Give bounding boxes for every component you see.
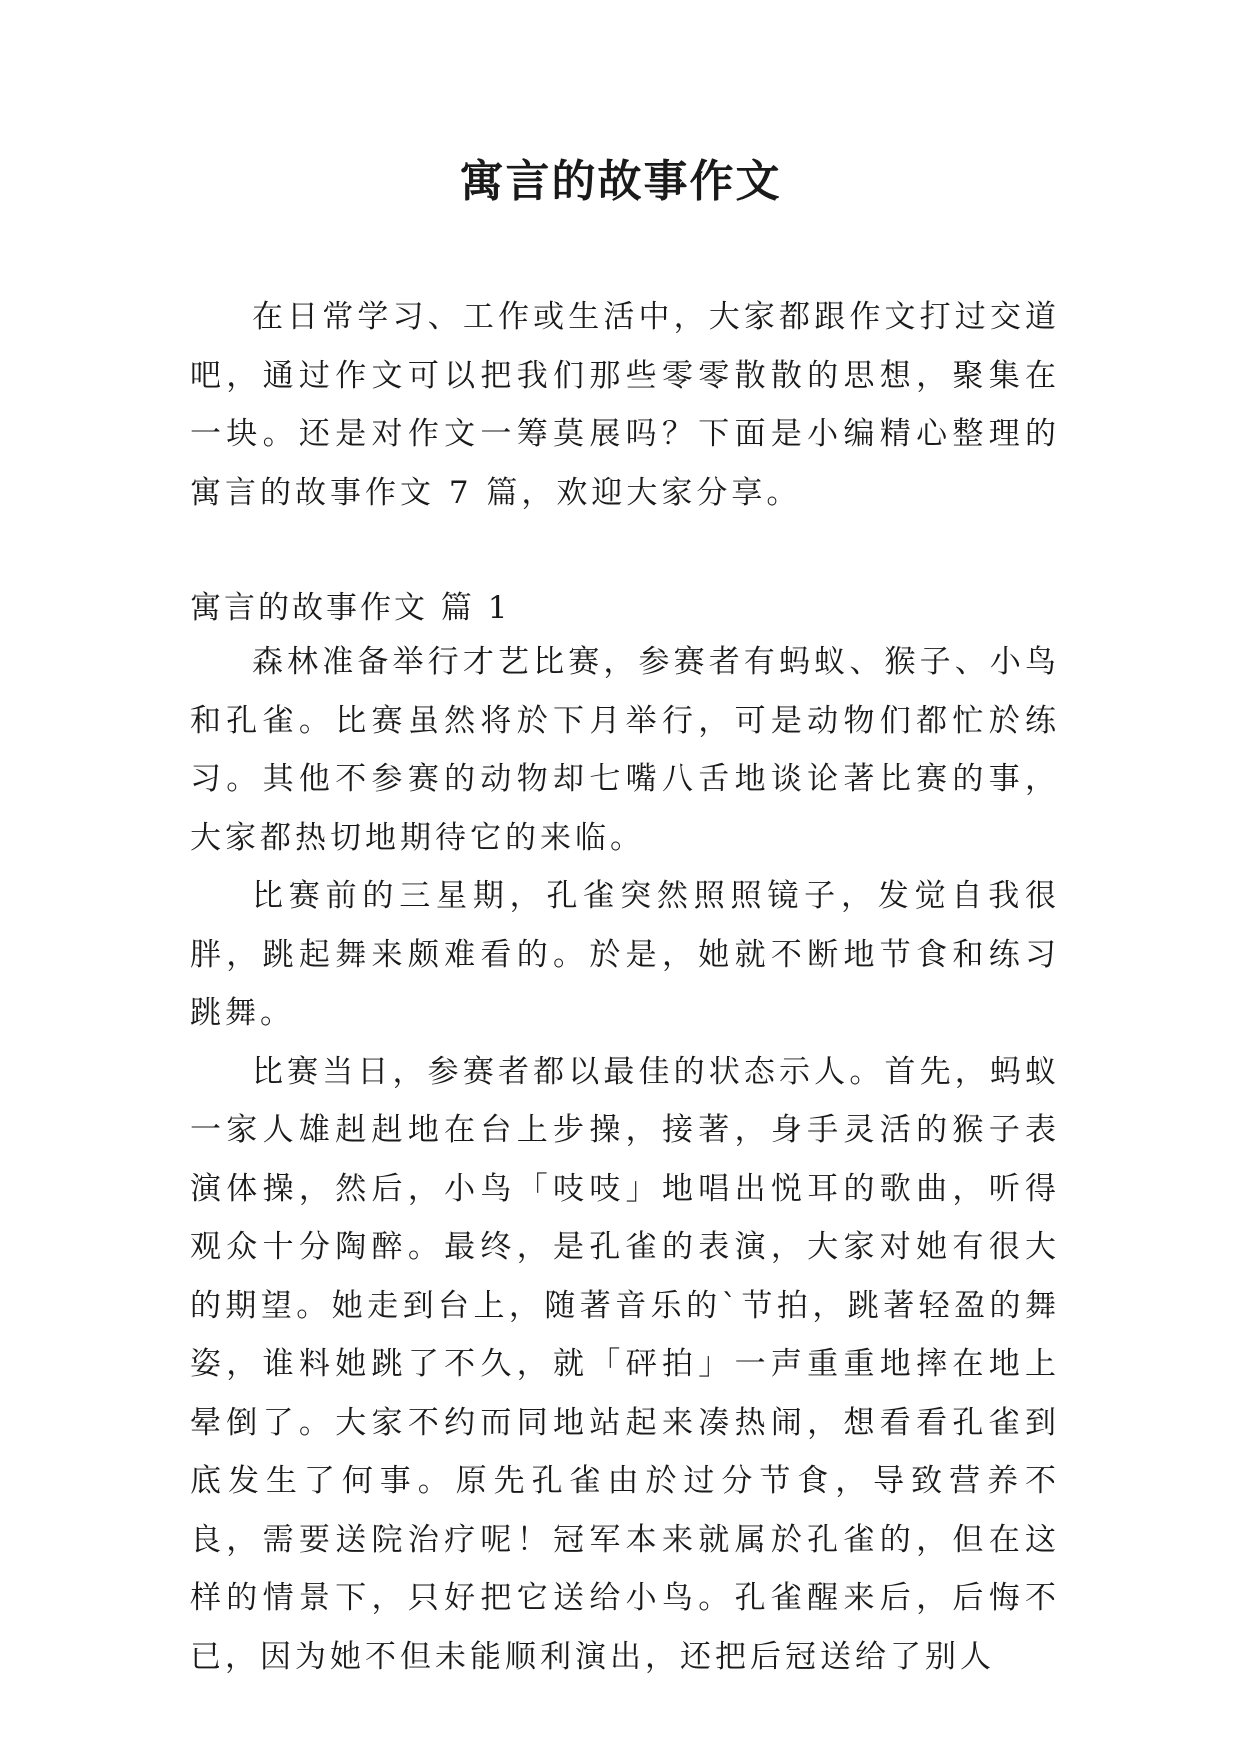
intro-block bbox=[190, 288, 1060, 522]
story-block bbox=[190, 633, 1060, 1686]
document-title: 寓言的故事作文 bbox=[459, 156, 782, 207]
intro-paragraph: 在日常学习、工作或生活中，大家都跟作文打过交道吧，通过作文可以把我们那些零零散散的思想，聚集在一块。还是对作文一筹莫展吗？下面是小编精心整理的寓言的故事作文 7 篇，欢迎大家分享。 bbox=[190, 299, 1060, 511]
story-paragraph: 比赛前的三星期，孔雀突然照照镜子，发觉自我很胖，跳起舞来颇难看的。於是，她就不断地节食和练习跳舞。 bbox=[190, 878, 1060, 1031]
section-heading: 寓言的故事作文 篇 1 bbox=[190, 590, 511, 626]
story-paragraph: 比赛当日，参赛者都以最佳的状态示人。首先，蚂蚁一家人雄赳赳地在台上步操，接著，身手灵活的猴子表演体操，然后，小鸟「吱吱」地唱出悦耳的歌曲，听得观众十分陶醉。最终，是孔雀的表演，大家对她有很大的期望。她走到台上，随著音乐的`节拍，跳著轻盈的舞姿，谁料她跳了不久，就「砰拍」一声重重地摔在地上晕倒了。大家不约而同地站起来凑热闹，想看看孔雀到底发生了何事。原先孔雀由於过分节食，导致营养不良，需要送院治疗呢！冠军本来就属於孔雀的，但在这样的情景下，只好把它送给小鸟。孔雀醒来后，后悔不已，因为她不但未能顺利演出，还把后冠送给了别人 bbox=[190, 1053, 1060, 1675]
story-paragraph: 森林准备举行才艺比赛，参赛者有蚂蚁、猴子、小鸟和孔雀。比赛虽然将於下月举行，可是动物们都忙於练习。其他不参赛的动物却七嘴八舌地谈论著比赛的事，大家都热切地期待它的来临。 bbox=[190, 644, 1060, 856]
